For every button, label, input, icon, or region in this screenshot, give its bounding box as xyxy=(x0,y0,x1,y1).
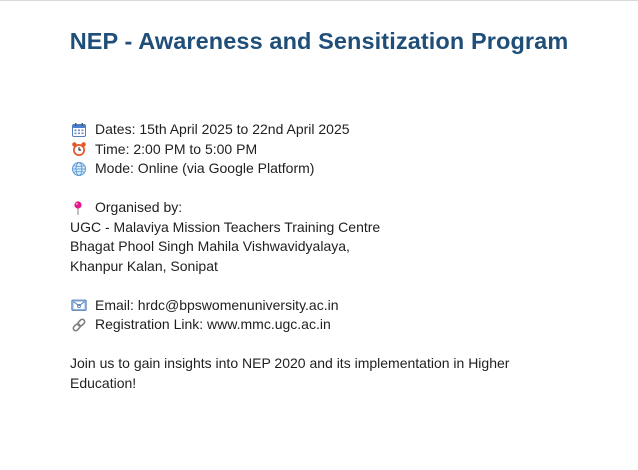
event-details xyxy=(70,120,610,393)
spacer xyxy=(70,335,610,355)
organiser-heading: Organised by: xyxy=(95,199,183,215)
organiser-heading-line xyxy=(70,198,610,218)
mode-line xyxy=(70,159,610,179)
dates-line xyxy=(70,120,610,140)
link-icon xyxy=(70,316,88,334)
organiser-line-1: UGC - Malaviya Mission Teachers Training Centre xyxy=(70,218,381,235)
organiser-line-3: Khanpur Kalan, Sonipat xyxy=(70,257,218,274)
page-title: NEP - Awareness and Sensitization Program xyxy=(69,28,569,54)
pushpin-icon xyxy=(70,199,88,217)
registration-line xyxy=(70,315,610,335)
email-text: Email: hrdc@bpswomenuniversity.ac.in xyxy=(95,296,339,313)
dates-text: Dates: 15th April 2025 to 22nd April 2025 xyxy=(95,121,350,137)
calendar-icon xyxy=(70,121,88,139)
closing-message: Join us to gain insights into NEP 2020 and its implementation in Higher Education! xyxy=(70,355,510,391)
top-border xyxy=(0,0,638,1)
globe-icon xyxy=(70,160,88,178)
spacer xyxy=(70,276,610,296)
registration-text: Registration Link: www.mmc.ugc.ac.in xyxy=(95,316,331,332)
time-text: Time: 2:00 PM to 5:00 PM xyxy=(95,140,258,157)
mode-text: Mode: Online (via Google Platform) xyxy=(95,160,315,176)
time-line xyxy=(70,140,610,160)
email-line xyxy=(70,296,610,316)
spacer xyxy=(70,179,610,199)
envelope-icon xyxy=(70,296,88,314)
organiser-line-2: Bhagat Phool Singh Mahila Vishwavidyalaya, xyxy=(70,238,350,254)
alarm-clock-icon xyxy=(70,140,88,158)
